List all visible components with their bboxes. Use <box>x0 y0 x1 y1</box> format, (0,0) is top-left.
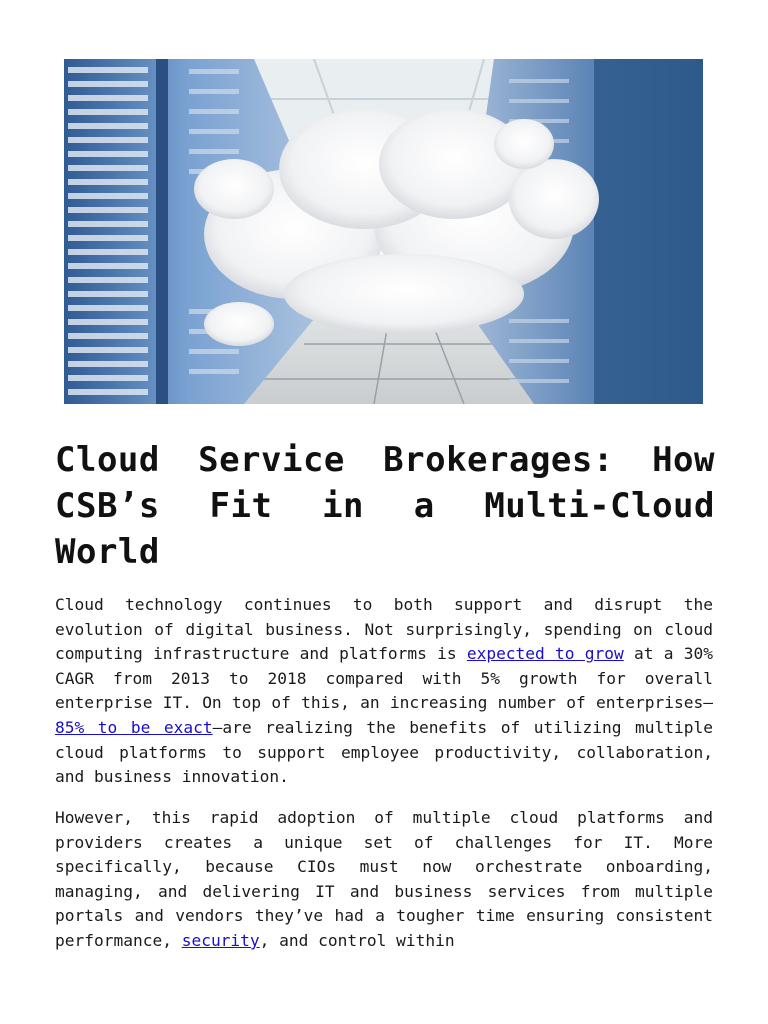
paragraph-text: However, this rapid adoption of multiple cloud platforms and providers creates a unique set of challenges for IT. More specifically, because CIOs must now orchestrate onboarding, managing, and delivering IT and business services from multiple portals and vendors they’ve had a tougher time ensuring consistent performance, <box>55 808 713 950</box>
article-title: Cloud Service Brokerages: How CSB’s Fit in a Multi-Cloud World <box>55 440 715 572</box>
expected-to-grow-link[interactable]: expected to grow <box>466 644 624 664</box>
paragraph-text: Cloud technology continues to both support and disrupt the evolution of digital business. Not surprisingly, spending on cloud computing infrastructure and platforms is <box>55 595 713 664</box>
paragraph-text: , and control within <box>259 930 455 950</box>
paragraph-text: at a 30% CAGR from 2013 to 2018 compared with 5% growth for overall enterprise IT. On top of this, an increasing number of enterprises— <box>55 644 713 713</box>
security-link[interactable]: security <box>181 930 260 950</box>
85-percent-link[interactable]: 85% to be exact <box>55 717 213 737</box>
cloud-datacenter-image <box>64 59 703 404</box>
paragraph-text: —are realizing the benefits of utilizing multiple cloud platforms to support employee productivity, collaboration, and business innovation. <box>55 717 713 787</box>
article-paragraph-1 <box>55 593 713 790</box>
article-paragraph-2 <box>55 806 713 954</box>
